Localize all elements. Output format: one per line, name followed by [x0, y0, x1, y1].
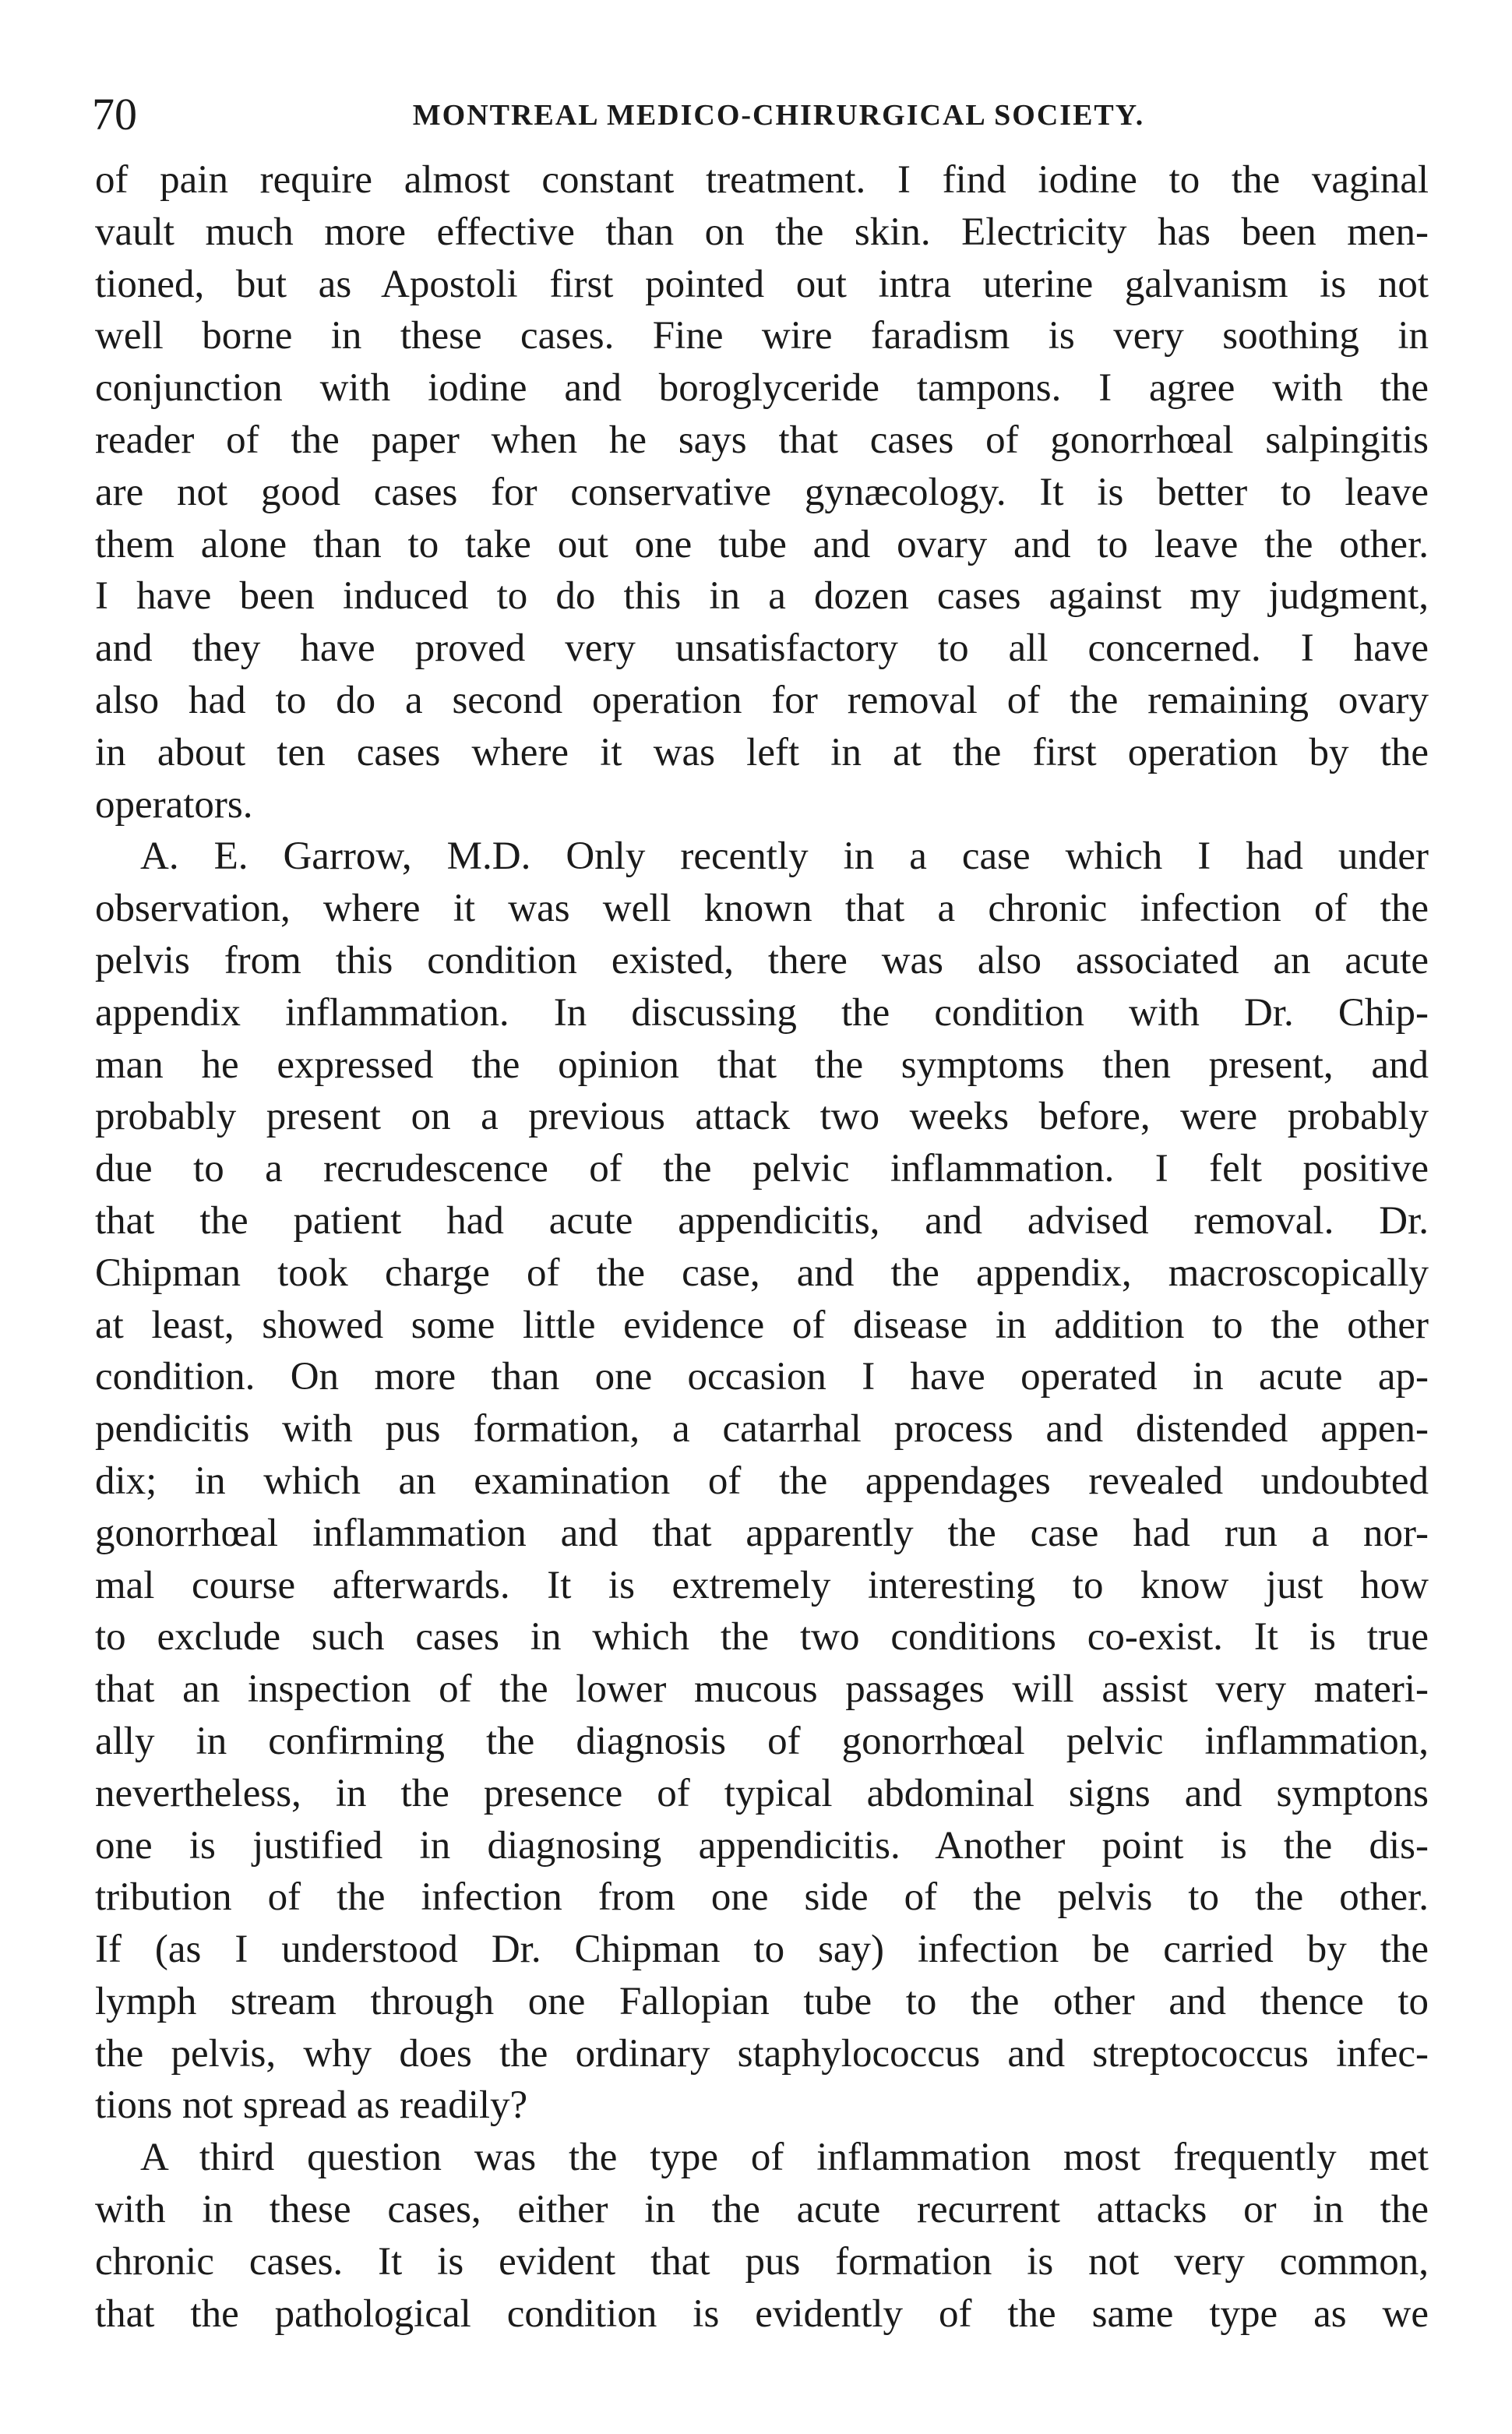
paragraph-third-question [95, 2132, 1429, 2340]
text-line: at least, showed some little evidence of disease in addition to the other [95, 1303, 1429, 1347]
text-line: A third question was the type of inflammation most frequently met [140, 2136, 1429, 2180]
text-line: observation, where it was well known that a chronic infection of the [95, 887, 1429, 931]
text-line: that the patient had acute appendicitis, and advised removal. Dr. [95, 1198, 1429, 1243]
text-line: operators. [95, 782, 253, 827]
text-line: vault much more effective than on the skin. Electricity has been men- [95, 210, 1429, 254]
text-line: that the pathological condition is evidently of the same type as we [95, 2291, 1429, 2336]
running-head [92, 87, 1434, 142]
text-line: A. E. Garrow, M.D. Only recently in a case which I had under [140, 834, 1429, 879]
text-line: well borne in these cases. Fine wire faradism is very soothing in [95, 314, 1429, 358]
text-line: pendicitis with pus formation, a catarrhal process and distended appen- [95, 1407, 1429, 1452]
text-line: tions not spread as readily? [95, 2083, 528, 2128]
text-line: nevertheless, in the presence of typical abdominal signs and symptons [95, 1771, 1429, 1815]
text-line: lymph stream through one Fallopian tube to the other and thence to [95, 1979, 1429, 2023]
text-line: tioned, but as Apostoli first pointed out intra uterine galvanism is not [95, 262, 1429, 306]
text-line: with in these cases, either in the acute recurrent attacks or in the [95, 2188, 1429, 2232]
text-line: chronic cases. It is evident that pus formation is not very common, [95, 2239, 1429, 2284]
text-line: I have been induced to do this in a dozen cases against my judgment, [95, 574, 1429, 619]
text-line: to exclude such cases in which the two conditions co-exist. It is true [95, 1615, 1429, 1660]
text-line: and they have proved very unsatisfactory to all concerned. I have [95, 626, 1429, 671]
text-line: that an inspection of the lower mucous passages will assist very materi- [95, 1667, 1429, 1712]
text-line: one is justified in diagnosing appendicitis. Another point is the dis- [95, 1823, 1429, 1868]
text-line: them alone than to take out one tube and ovary and to leave the other. [95, 522, 1429, 566]
paragraph-iodine-treatment [95, 154, 1429, 831]
text-line: reader of the paper when he says that cases of gonorrhœal salpingitis [95, 418, 1429, 462]
text-line: tribution of the infection from one side of the pelvis to the other. [95, 1875, 1429, 1920]
text-line: conjunction with iodine and boroglyceride tampons. I agree with the [95, 366, 1429, 411]
text-line: mal course afterwards. It is extremely interesting to know just how [95, 1563, 1429, 1607]
text-line: gonorrhœal inflammation and that apparently the case had run a nor- [95, 1511, 1429, 1555]
body-text [95, 154, 1429, 2340]
text-line: dix; in which an examination of the appendages revealed undoubted [95, 1459, 1429, 1503]
text-line: due to a recrudescence of the pelvic inflammation. I felt positive [95, 1147, 1429, 1191]
text-line: appendix inflammation. In discussing the condition with Dr. Chip- [95, 990, 1429, 1035]
text-line: pelvis from this condition existed, there was also associated an acute [95, 938, 1429, 982]
text-line: probably present on a previous attack two weeks before, were probably [95, 1095, 1429, 1139]
text-line: If (as I understood Dr. Chipman to say) infection be carried by the [95, 1928, 1429, 1972]
page-number: 70 [92, 89, 137, 139]
text-line: the pelvis, why does the ordinary staphylococcus and streptococcus infec- [95, 2031, 1429, 2076]
text-line: ally in confirming the diagnosis of gonorrhœal pelvic inflammation, [95, 1719, 1429, 1763]
paragraph-garrow-remarks [95, 831, 1429, 2132]
text-line: of pain require almost constant treatment. I find iodine to the vaginal [95, 158, 1429, 202]
journal-title: MONTREAL MEDICO-CHIRURGICAL SOCIETY. [412, 99, 1145, 132]
text-line: also had to do a second operation for removal of the remaining ovary [95, 678, 1429, 722]
text-line: in about ten cases where it was left in at the first operation by the [95, 730, 1429, 774]
text-line: are not good cases for conservative gynæcology. It is better to leave [95, 470, 1429, 514]
text-line: man he expressed the opinion that the symptoms then present, and [95, 1042, 1429, 1087]
text-line: condition. On more than one occasion I have operated in acute ap- [95, 1355, 1429, 1399]
text-line: Chipman took charge of the case, and the appendix, macroscopically [95, 1251, 1429, 1295]
